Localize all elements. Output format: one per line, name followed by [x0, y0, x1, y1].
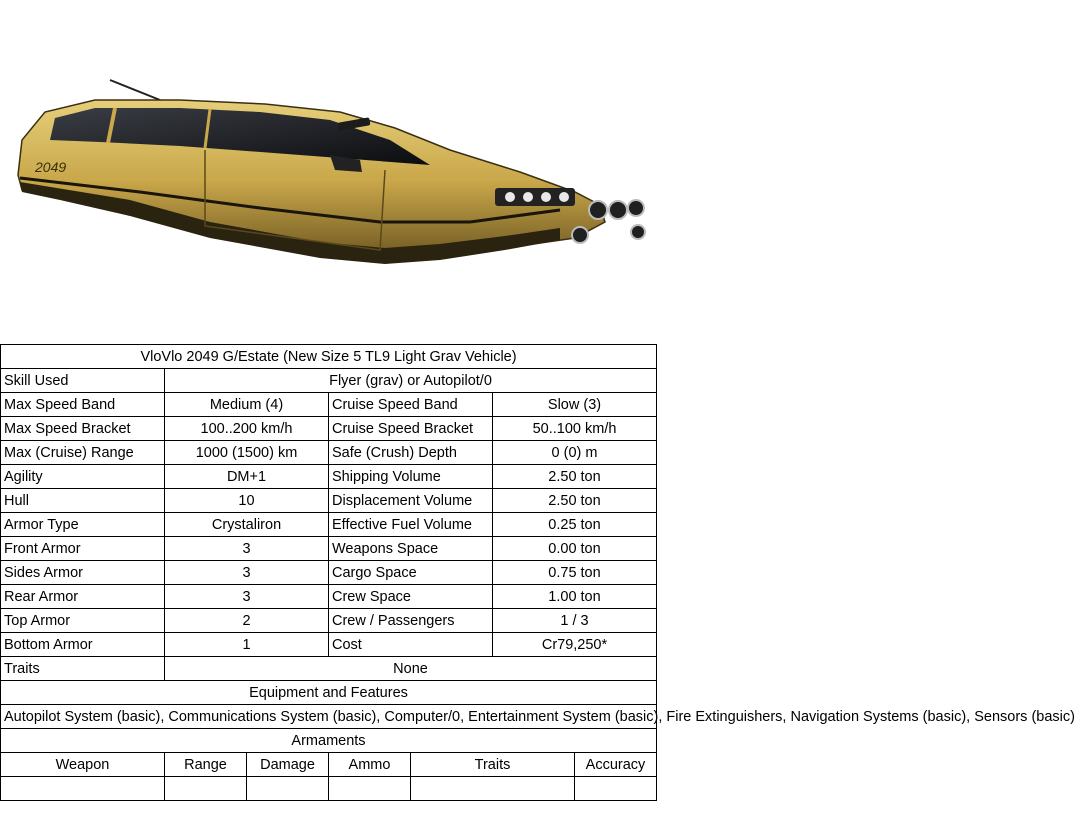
skill-value: Flyer (grav) or Autopilot/0 [165, 369, 657, 393]
stat-row [1, 465, 657, 489]
traits-label: Traits [1, 657, 165, 681]
armaments-column-header: Traits [411, 753, 575, 777]
stat-value: 100..200 km/h [165, 417, 329, 441]
stat-value-secondary: 0.00 ton [493, 537, 657, 561]
stat-value: 3 [165, 585, 329, 609]
stat-row [1, 441, 657, 465]
equipment-heading-row [1, 681, 657, 705]
stat-value: Crystaliron [165, 513, 329, 537]
armaments-column-header: Ammo [329, 753, 411, 777]
stat-label-secondary: Safe (Crush) Depth [329, 441, 493, 465]
stat-label-secondary: Effective Fuel Volume [329, 513, 493, 537]
stat-label: Top Armor [1, 609, 165, 633]
stat-row [1, 561, 657, 585]
stat-label-secondary: Crew Space [329, 585, 493, 609]
stat-value: 1 [165, 633, 329, 657]
stat-row [1, 537, 657, 561]
model-badge: 2049 [35, 159, 67, 175]
vehicle-stat-sheet [0, 344, 1075, 801]
stat-value-secondary: 2.50 ton [493, 489, 657, 513]
stat-label: Sides Armor [1, 561, 165, 585]
armaments-empty-row [1, 777, 657, 801]
stat-label-secondary: Shipping Volume [329, 465, 493, 489]
stat-value-secondary: 50..100 km/h [493, 417, 657, 441]
armaments-column-header: Damage [247, 753, 329, 777]
stat-value: 3 [165, 561, 329, 585]
stat-label-secondary: Crew / Passengers [329, 609, 493, 633]
stat-value-secondary: 0.25 ton [493, 513, 657, 537]
grav-car-illustration [0, 0, 656, 344]
traits-value: None [165, 657, 657, 681]
armaments-column-header: Accuracy [575, 753, 657, 777]
stat-label: Hull [1, 489, 165, 513]
stat-row [1, 513, 657, 537]
stat-row [1, 633, 657, 657]
stat-value-secondary: 2.50 ton [493, 465, 657, 489]
stat-value-secondary: Slow (3) [493, 393, 657, 417]
armaments-column-header: Range [165, 753, 247, 777]
armaments-empty-cell [575, 777, 657, 801]
stat-value-secondary: 1.00 ton [493, 585, 657, 609]
equipment-text-row [1, 705, 657, 729]
armaments-column-header: Weapon [1, 753, 165, 777]
title-row [1, 345, 657, 369]
stat-row [1, 585, 657, 609]
stat-label: Rear Armor [1, 585, 165, 609]
stat-value: 10 [165, 489, 329, 513]
stat-label: Bottom Armor [1, 633, 165, 657]
stat-value: DM+1 [165, 465, 329, 489]
stat-value-secondary: 1 / 3 [493, 609, 657, 633]
stat-row [1, 609, 657, 633]
stat-value: Medium (4) [165, 393, 329, 417]
stat-value-secondary: 0 (0) m [493, 441, 657, 465]
armaments-header-row [1, 753, 657, 777]
armaments-empty-cell [247, 777, 329, 801]
skill-row [1, 369, 657, 393]
stat-value: 3 [165, 537, 329, 561]
armaments-heading-row [1, 729, 657, 753]
stat-label: Max Speed Bracket [1, 417, 165, 441]
armaments-empty-cell [329, 777, 411, 801]
stat-label: Agility [1, 465, 165, 489]
armaments-empty-cell [165, 777, 247, 801]
stat-row [1, 393, 657, 417]
stat-row [1, 417, 657, 441]
vehicle-title: VloVlo 2049 G/Estate (New Size 5 TL9 Light Grav Vehicle) [1, 345, 657, 369]
traits-row [1, 657, 657, 681]
stat-label: Armor Type [1, 513, 165, 537]
armaments-empty-cell [411, 777, 575, 801]
skill-label: Skill Used [1, 369, 165, 393]
stat-label: Front Armor [1, 537, 165, 561]
armaments-empty-cell [1, 777, 165, 801]
stat-row [1, 489, 657, 513]
stat-label-secondary: Cruise Speed Bracket [329, 417, 493, 441]
armaments-heading: Armaments [1, 729, 657, 753]
stat-label-secondary: Cargo Space [329, 561, 493, 585]
stat-label-secondary: Displacement Volume [329, 489, 493, 513]
equipment-list: Autopilot System (basic), Communications System (basic), Computer/0, Entertainment System (basic), Fire Extinguishers, Navigation Systems (basic), Sensors (basic) [1, 705, 657, 729]
stat-value: 2 [165, 609, 329, 633]
stat-label: Max (Cruise) Range [1, 441, 165, 465]
vehicle-image [0, 0, 656, 344]
stat-value: 1000 (1500) km [165, 441, 329, 465]
stat-label-secondary: Cruise Speed Band [329, 393, 493, 417]
stat-value-secondary: Cr79,250* [493, 633, 657, 657]
stat-label-secondary: Weapons Space [329, 537, 493, 561]
stat-label-secondary: Cost [329, 633, 493, 657]
stat-value-secondary: 0.75 ton [493, 561, 657, 585]
equipment-heading: Equipment and Features [1, 681, 657, 705]
stat-label: Max Speed Band [1, 393, 165, 417]
